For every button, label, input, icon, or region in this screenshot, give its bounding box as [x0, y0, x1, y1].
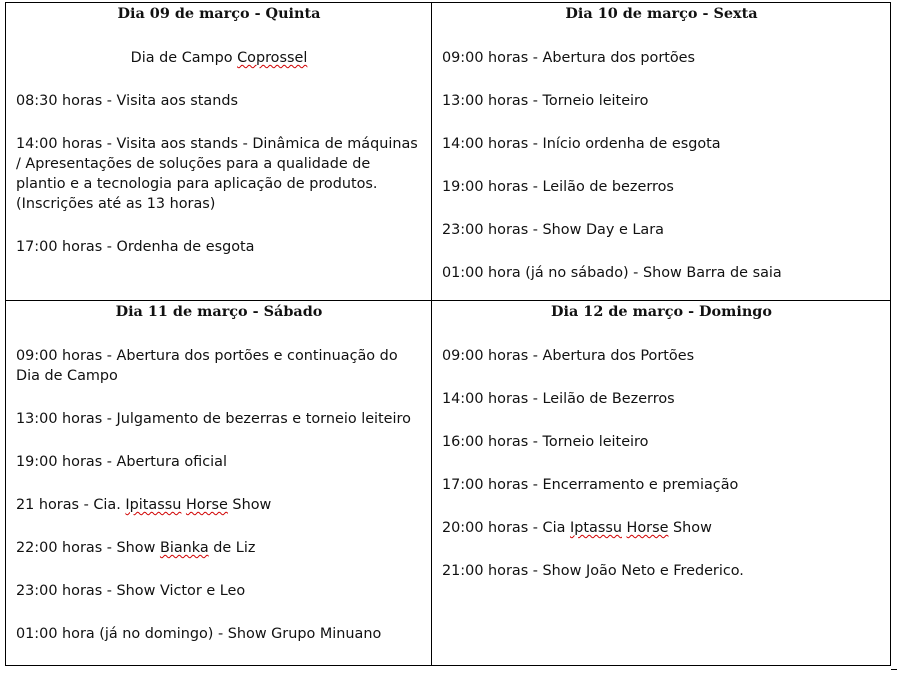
sunday-event-5-suffix: Show	[668, 520, 712, 536]
table-edge-mark	[891, 669, 897, 670]
sunday-event-4: 17:00 horas - Encerramento e premiação	[442, 477, 739, 493]
saturday-event-4-flagged-word[interactable]: Ipitassu	[125, 497, 182, 513]
thursday-event-2: 14:00 horas - Visita aos stands - Dinâmica de máquinas / Apresentações de soluções para a qualidade de plantio e a tecnologia para aplicação de produtos. (Inscrições até as 13 horas)	[16, 136, 418, 212]
saturday-event-4-prefix: 21 horas - Cia.	[16, 497, 126, 513]
sunday-event-2: 14:00 horas - Leilão de Bezerros	[442, 391, 675, 407]
sunday-event-5-flagged-word[interactable]: Iptassu	[569, 520, 622, 536]
sunday-event-6: 21:00 horas - Show João Neto e Frederico.	[442, 563, 744, 579]
saturday-event-5	[16, 538, 422, 558]
friday-event-6: 01:00 hora (já no sábado) - Show Barra de saia	[442, 265, 782, 281]
sunday-event-5-prefix: 20:00 horas - Cia	[442, 520, 570, 536]
sunday-header: Dia 12 de março - Domingo	[551, 303, 772, 320]
saturday-event-4-flagged-word-2[interactable]: Horse	[185, 497, 228, 513]
sunday-event-5-flagged-word-2[interactable]: Horse	[626, 520, 669, 536]
saturday-event-4	[16, 495, 422, 515]
friday-cell	[432, 3, 891, 301]
thursday-event-3: 17:00 horas - Ordenha de esgota	[16, 239, 255, 255]
saturday-event-5-prefix: 22:00 horas - Show	[16, 540, 160, 556]
friday-event-2: 13:00 horas - Torneio leiteiro	[442, 93, 649, 109]
saturday-event-4-suffix: Show	[227, 497, 272, 513]
saturday-event-7: 01:00 hora (já no domingo) - Show Grupo Minuano	[16, 626, 382, 642]
thursday-header: Dia 09 de março - Quinta	[117, 5, 321, 22]
schedule-row-1	[6, 3, 891, 301]
thursday-cell	[6, 3, 432, 301]
saturday-event-1: 09:00 horas - Abertura dos portões e continuação do Dia de Campo	[16, 348, 398, 384]
saturday-event-5-suffix: de Liz	[208, 540, 256, 556]
saturday-cell	[6, 301, 432, 666]
saturday-event-6: 23:00 horas - Show Victor e Leo	[16, 583, 246, 599]
friday-event-1: 09:00 horas - Abertura dos portões	[442, 50, 696, 66]
sunday-event-5	[442, 518, 881, 538]
sunday-event-3: 16:00 horas - Torneio leiteiro	[442, 434, 649, 450]
saturday-event-3: 19:00 horas - Abertura oficial	[16, 454, 227, 470]
thursday-subtitle-prefix: Dia de Campo	[130, 50, 238, 66]
saturday-event-5-flagged-word[interactable]: Bianka	[159, 540, 209, 556]
schedule-table	[5, 2, 891, 666]
thursday-subtitle-flagged-word[interactable]: Coprossel	[237, 50, 308, 66]
friday-event-3: 14:00 horas - Início ordenha de esgota	[442, 136, 721, 152]
friday-header: Dia 10 de março - Sexta	[565, 5, 758, 22]
sunday-event-1: 09:00 horas - Abertura dos Portões	[442, 348, 695, 364]
schedule-row-2	[6, 301, 891, 666]
saturday-event-2: 13:00 horas - Julgamento de bezerras e torneio leiteiro	[16, 411, 411, 427]
sunday-cell	[432, 301, 891, 666]
saturday-header: Dia 11 de março - Sábado	[115, 303, 323, 320]
thursday-event-1: 08:30 horas - Visita aos stands	[16, 93, 239, 109]
friday-event-4: 19:00 horas - Leilão de bezerros	[442, 179, 674, 195]
thursday-subtitle	[16, 48, 422, 68]
friday-event-5: 23:00 horas - Show Day e Lara	[442, 222, 664, 238]
